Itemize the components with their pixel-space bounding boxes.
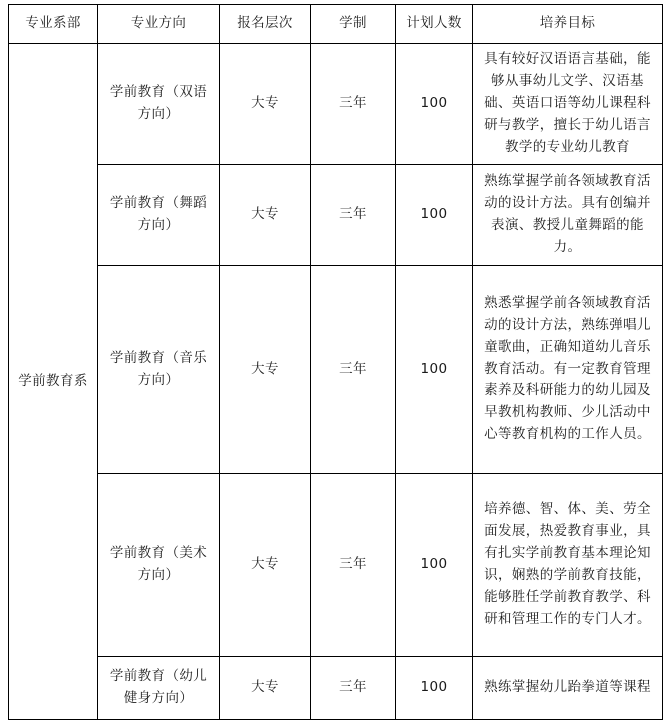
cell-training-objective: 熟悉掌握学前各领域教育活动的设计方法，熟练弹唱儿童歌曲，正确知道幼儿音乐教育活动。有一定教育管理素养及科研能力的幼儿园及早教机构教师、少儿活动中心等教育机构的工作人员。 bbox=[473, 266, 663, 474]
cell-study-duration: 三年 bbox=[311, 165, 396, 266]
cell-training-objective: 熟练掌握幼儿跆拳道等课程 bbox=[473, 657, 663, 720]
column-header-major: 专业方向 bbox=[98, 5, 220, 44]
cell-major-direction: 学前教育（幼儿健身方向） bbox=[98, 657, 220, 720]
cell-enrollment-level: 大专 bbox=[220, 165, 311, 266]
cell-enrollment-level: 大专 bbox=[220, 474, 311, 657]
cell-planned-headcount: 100 bbox=[396, 474, 473, 657]
table-row bbox=[9, 657, 663, 720]
cell-major-direction: 学前教育（音乐方向） bbox=[98, 266, 220, 474]
cell-planned-headcount: 100 bbox=[396, 266, 473, 474]
cell-planned-headcount: 100 bbox=[396, 165, 473, 266]
cell-training-objective: 培养德、智、体、美、劳全面发展，热爱教育事业，具有扎实学前教育基本理论知识，娴熟的学前教育技能，能够胜任学前教育教学、科研和管理工作的专门人才。 bbox=[473, 474, 663, 657]
cell-training-objective: 具有较好汉语语言基础，能够从事幼儿文学、汉语基础、英语口语等幼儿课程科研与教学，擅长于幼儿语言教学的专业幼儿教育 bbox=[473, 44, 663, 165]
cell-study-duration: 三年 bbox=[311, 474, 396, 657]
cell-enrollment-level: 大专 bbox=[220, 657, 311, 720]
cell-enrollment-level: 大专 bbox=[220, 266, 311, 474]
cell-training-objective: 熟练掌握学前各领域教育活动的设计方法。具有创编并表演、教授儿童舞蹈的能力。 bbox=[473, 165, 663, 266]
cell-planned-headcount: 100 bbox=[396, 44, 473, 165]
cell-department: 学前教育系 bbox=[9, 44, 98, 720]
cell-major-direction: 学前教育（双语方向） bbox=[98, 44, 220, 165]
enrollment-table-container bbox=[8, 4, 662, 720]
column-header-years: 学制 bbox=[311, 5, 396, 44]
enrollment-plan-table bbox=[8, 4, 663, 720]
table-header-row bbox=[9, 5, 663, 44]
table-row bbox=[9, 44, 663, 165]
cell-major-direction: 学前教育（舞蹈方向） bbox=[98, 165, 220, 266]
table-header bbox=[9, 5, 663, 44]
column-header-quota: 计划人数 bbox=[396, 5, 473, 44]
cell-enrollment-level: 大专 bbox=[220, 44, 311, 165]
cell-planned-headcount: 100 bbox=[396, 657, 473, 720]
column-header-goal: 培养目标 bbox=[473, 5, 663, 44]
column-header-department: 专业系部 bbox=[9, 5, 98, 44]
cell-study-duration: 三年 bbox=[311, 657, 396, 720]
table-body bbox=[9, 44, 663, 720]
cell-study-duration: 三年 bbox=[311, 44, 396, 165]
cell-study-duration: 三年 bbox=[311, 266, 396, 474]
column-header-level: 报名层次 bbox=[220, 5, 311, 44]
table-row bbox=[9, 266, 663, 474]
table-row bbox=[9, 474, 663, 657]
cell-major-direction: 学前教育（美术方向） bbox=[98, 474, 220, 657]
table-row bbox=[9, 165, 663, 266]
